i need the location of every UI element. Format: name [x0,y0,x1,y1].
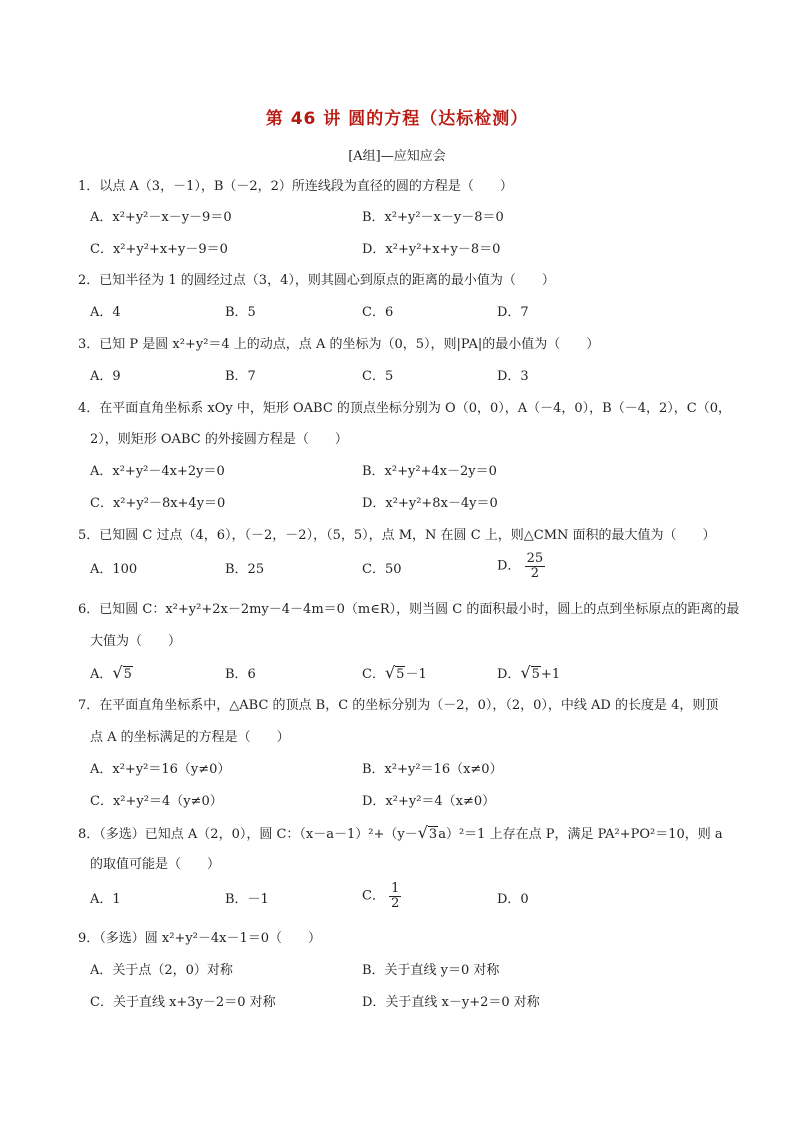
question-7-option-d: D．x²+y²＝4（x≠0） [362,794,496,809]
question-7-stem-line-1: 7．在平面直角坐标系中，△ABC 的顶点 B，C 的坐标分别为（－2，0），（2，0），中线 AD 的长度是 4，则顶 [78,698,719,713]
question-5-option-b: B．25 [225,562,265,577]
question-7-stem-line-2: 点 A 的坐标满足的方程是（ ） [90,730,290,745]
page-title: 第 46 讲 圆的方程（达标检测） [265,109,529,129]
sqrt-expression: √5 [520,663,540,682]
question-8-stem-line-2: 的取值可能是（ ） [90,857,221,872]
question-7-option-a: A．x²+y²＝16（y≠0） [90,762,231,777]
section-subtitle: [A组]—应知应会 [348,149,446,164]
question-4-option-a: A．x²+y²－4x+2y＝0 [90,464,225,479]
question-3-option-d: D．3 [497,369,529,384]
radicand: 5 [396,667,405,682]
question-6-option-c [362,664,427,684]
option-c-suffix: －1 [405,667,427,682]
option-d-suffix: +1 [540,667,561,682]
fraction-denominator: 2 [530,566,539,581]
question-2-option-b: B．5 [225,305,256,320]
question-6-option-d [497,664,560,684]
question-6-stem-line-2: 大值为（ ） [90,634,182,649]
radicand: 3 [428,827,438,842]
question-8-option-d: D．0 [497,892,529,907]
sqrt-expression: √5 [384,663,405,682]
sqrt-expression: √3 [417,823,438,842]
question-9-option-d: D．关于直线 x－y+2＝0 对称 [362,995,540,1010]
question-2-option-c: C．6 [362,305,394,320]
fraction [525,552,546,581]
question-2-option-d: D．7 [497,305,529,320]
question-6-option-b: B．6 [225,667,256,682]
question-4-option-d: D．x²+y²+8x－4y＝0 [362,496,498,511]
question-9-option-b: B．关于直线 y＝0 对称 [362,963,500,978]
question-4-option-c: C．x²+y²－8x+4y＝0 [90,496,226,511]
radicand: 5 [531,667,540,682]
question-8-stem-line-1 [78,824,723,844]
question-3-option-b: B．7 [225,369,256,384]
fraction-denominator: 2 [391,896,400,911]
stem-part-1: 8．（多选）已知点 A（2，0），圆 C：（x－a－1）²+（y－ [78,827,418,842]
question-1-option-b: B．x²+y²－x－y－8＝0 [362,210,504,225]
question-5-option-d [497,552,545,581]
question-8-option-a: A．1 [90,892,121,907]
question-7-option-c: C．x²+y²＝4（y≠0） [90,794,223,809]
question-5-option-c: C．50 [362,562,402,577]
question-6-stem-line-1: 6．已知圆 C：x²+y²+2x－2my－4－4m＝0（m∈R），则当圆 C 的面积最小时，圆上的点到坐标原点的距离的最 [78,602,740,617]
question-9-option-c: C．关于直线 x+3y－2＝0 对称 [90,995,276,1010]
question-9-stem: 9．（多选）圆 x²+y²－4x－1＝0（ ） [78,931,322,946]
question-1-option-a: A．x²+y²－x－y－9＝0 [90,210,232,225]
question-3-stem: 3．已知 P 是圆 x²+y²＝4 上的动点，点 A 的坐标为（0，5），则|PA|的最小值为（ ） [78,337,600,352]
question-2-stem: 2．已知半径为 1 的圆经过点（3，4），则其圆心到原点的距离的最小值为（ ） [78,273,555,288]
question-4-stem-line-1: 4．在平面直角坐标系 xOy 中，矩形 OABC 的顶点坐标分别为 O（0，0），A（－4，0），B（－4，2），C（0， [78,401,731,416]
option-d-prefix: D． [497,667,521,682]
option-a-prefix: A． [90,667,113,682]
sqrt-expression: √5 [112,663,132,682]
question-3-option-c: C．5 [362,369,394,384]
question-8-option-c [362,882,401,911]
stem-part-2: a）²＝1 上存在点 P，满足 PA²+PO²＝10，则 a [438,827,723,842]
question-4-stem-line-2: 2），则矩形 OABC 的外接圆方程是（ ） [90,432,348,447]
question-8-option-b: B．－1 [225,892,269,907]
question-3-option-a: A．9 [90,369,121,384]
question-5-option-a: A．100 [90,562,138,577]
question-2-option-a: A．4 [90,305,121,320]
fraction-numerator: 1 [391,881,400,896]
question-7-option-b: B．x²+y²＝16（x≠0） [362,762,503,777]
question-9-option-a: A．关于点（2，0）对称 [90,963,233,978]
question-1-stem: 1．以点 A（3，－1），B（－2，2）所连线段为直径的圆的方程是（ ） [78,179,513,194]
option-d-prefix: D． [497,558,521,574]
question-4-option-b: B．x²+y²+4x－2y＝0 [362,464,497,479]
option-c-prefix: C． [362,667,385,682]
question-5-stem: 5．已知圆 C 过点（4，6），（－2，－2），（5，5），点 M，N 在圆 C 上，则△CMN 面积的最大值为（ ） [78,528,716,543]
option-c-prefix: C． [362,888,385,904]
question-1-option-c: C．x²+y²+x+y－9＝0 [90,242,228,257]
radicand: 5 [123,667,132,682]
fraction [389,882,401,911]
question-6-option-a [90,664,133,684]
question-1-option-d: D．x²+y²+x+y－8＝0 [362,242,501,257]
fraction-numerator: 25 [526,551,544,566]
